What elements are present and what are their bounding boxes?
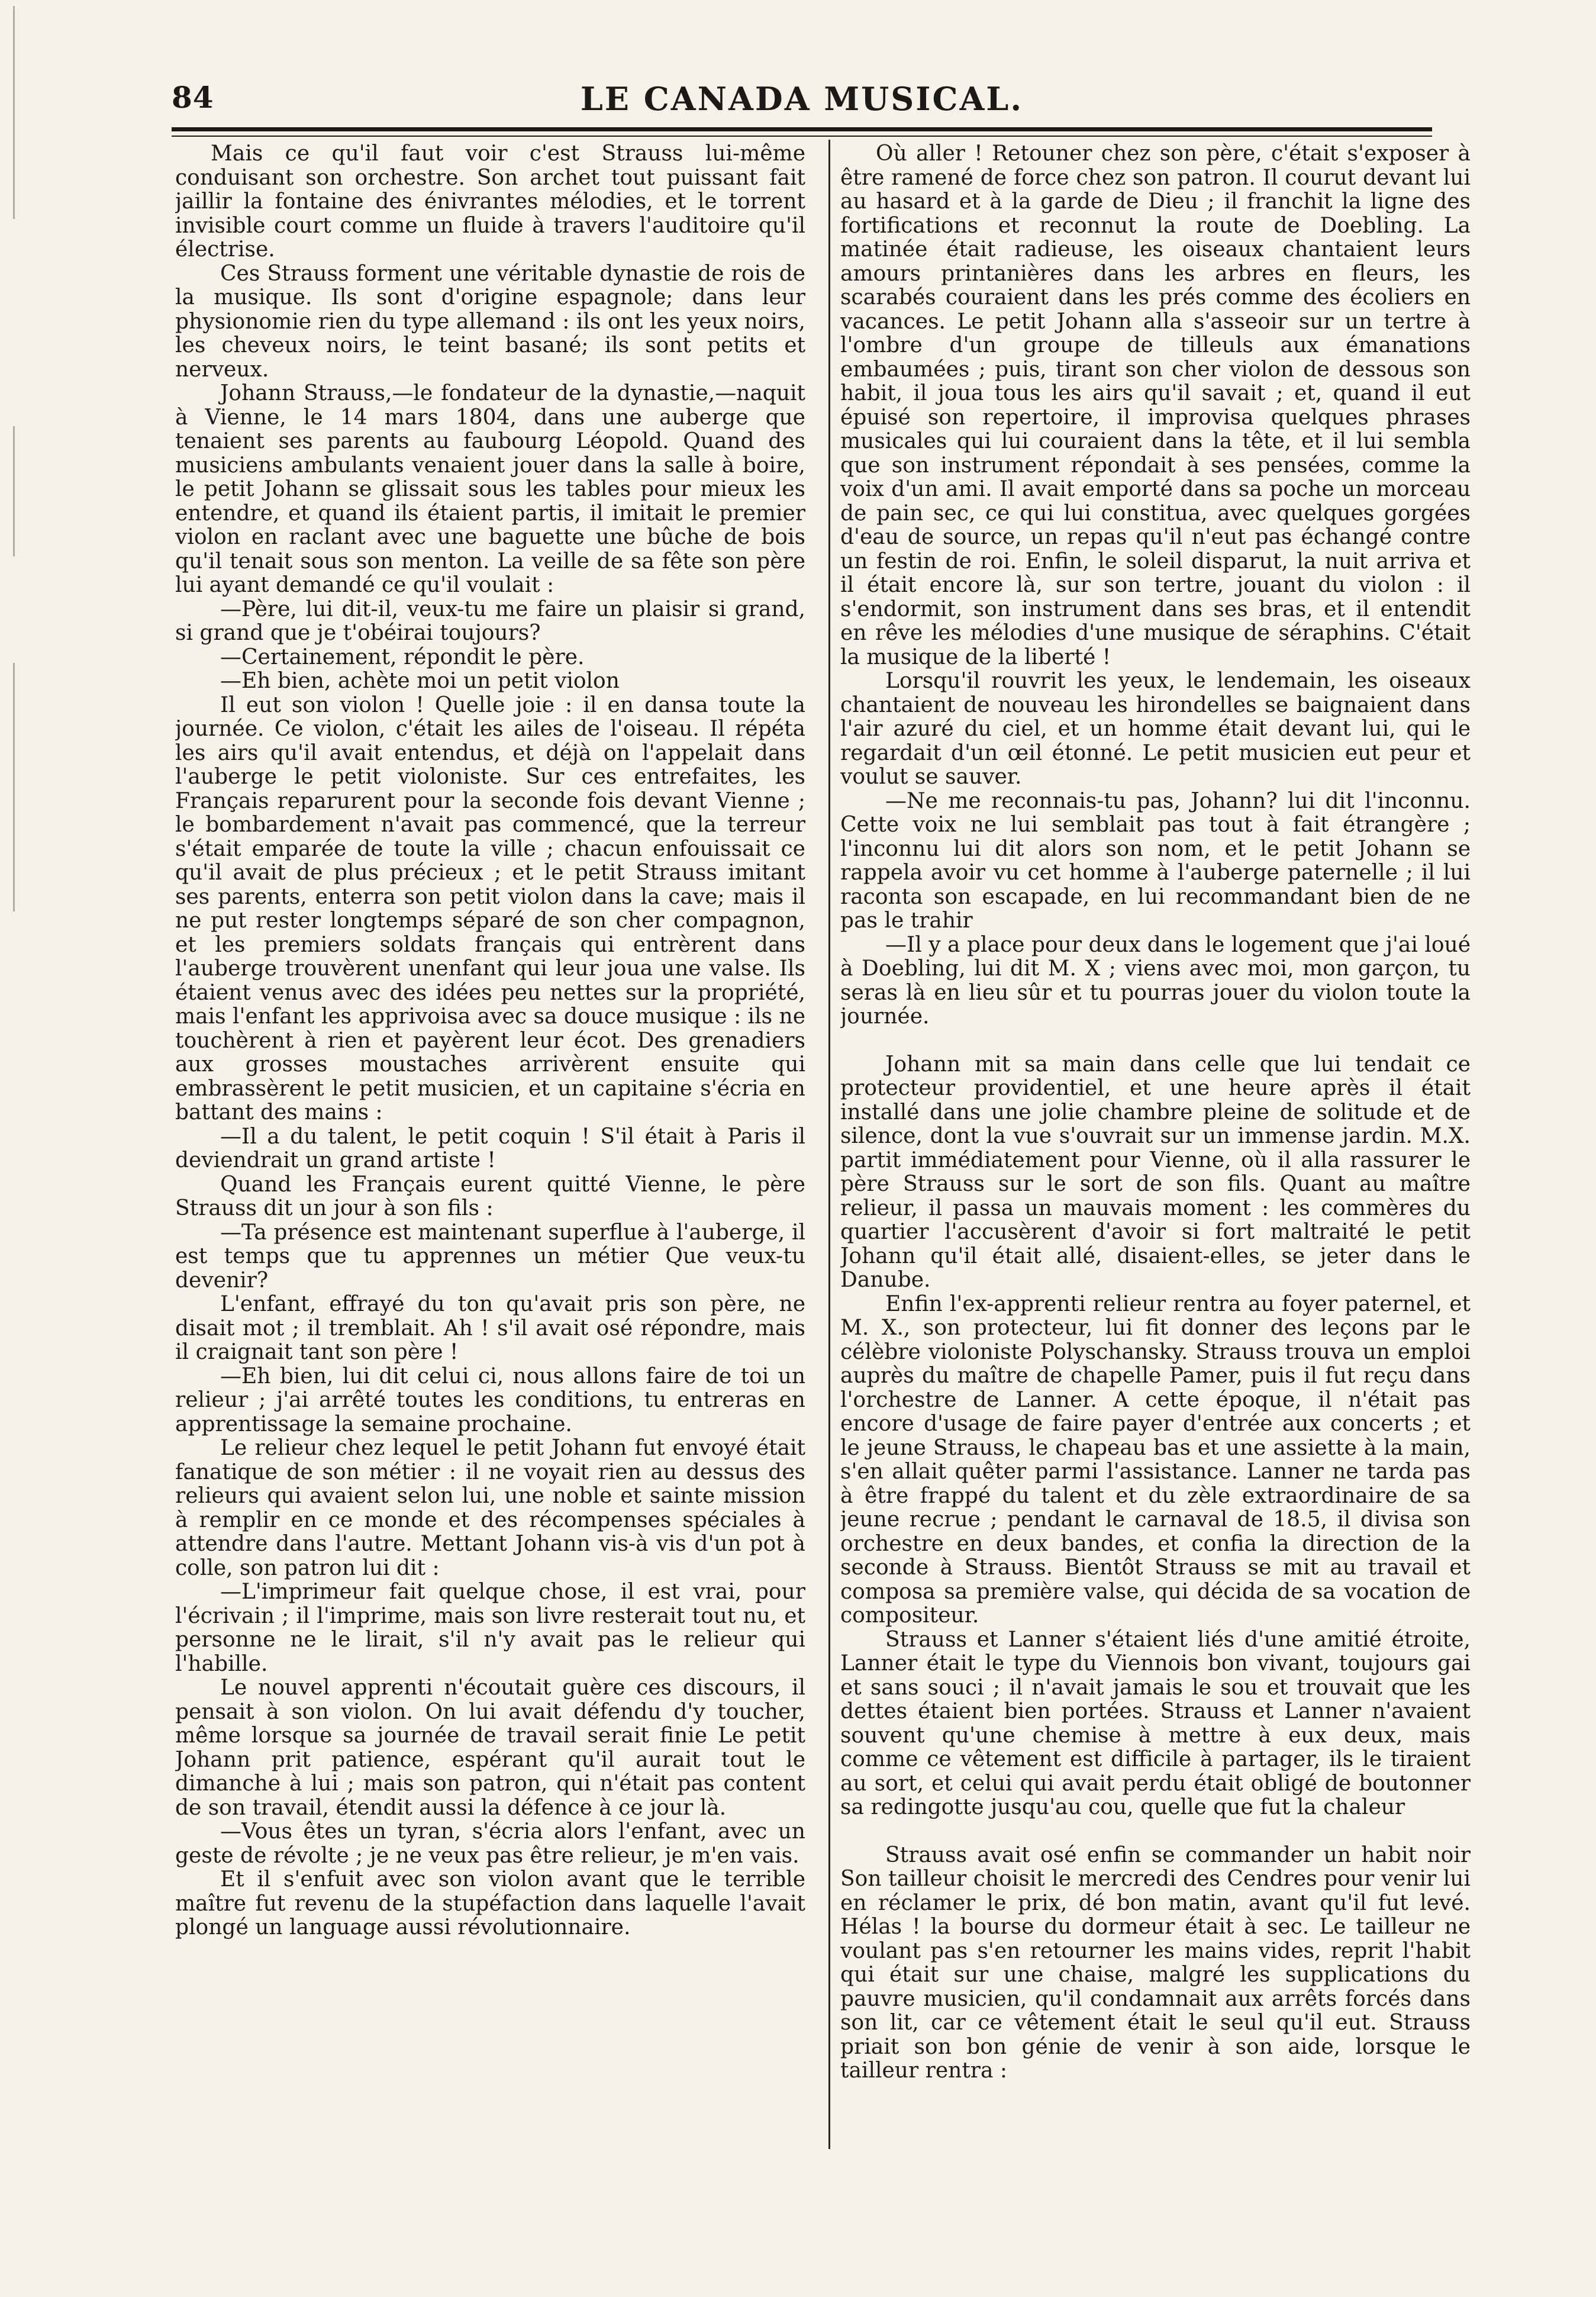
paragraph: —Eh bien, achète moi un petit violon (220, 669, 620, 693)
paragraph: Strauss avait osé enfin se commander un habit noir Son tailleur choisit le mercredi des Cendres pour venir lui en réclamer le prix, dé bon matin, avant qu'il fut levé. Hélas ! la bourse du dormeur était à sec. Le tailleur ne voulant pas s'en retourner les mains vides, reprit l'habit qui était sur une chaise, malgré les supplications du pauvre musicien, qu'il condamnait aux arrêts forcés dans son lit, car ce vêtement était le seul qu'il eut. Strauss priait son bon génie de venir à son aide, lorsque le tailleur rentra : (840, 1842, 1471, 2083)
paragraph: Le nouvel apprenti n'écoutait guère ces discours, il pensait à son violon. On lui avait défendu d'y toucher, même lorsque sa journée de travail serait finie Le petit Johann prit patience, espérant qu'il aurait tout le dimanche à lui ; mais son patron, qui n'était pas content de son travail, étendit aussi la défence à ce jour là. (175, 1676, 805, 1820)
paragraph: —Ne me reconnais-tu pas, Johann? lui dit l'inconnu. Cette voix ne lui semblait pas tout à fait étrangère ; l'inconnu lui dit alors son nom, et le petit Johann se rappela avoir vu cet homme à l'auberge paternelle ; il lui raconta son escapade, en lui recommandant bien de ne pas le trahir (840, 788, 1471, 933)
paragraph: —L'imprimeur fait quelque chose, il est vrai, pour l'écrivain ; il l'imprime, mais son livre resterait tout nu, et personne ne le lirait, s'il n'y avait pas le relieur qui l'habille. (175, 1580, 805, 1676)
paragraph: L'enfant, effrayé du ton qu'avait pris son père, ne disait mot ; il tremblait. Ah ! s'il avait osé répondre, mais il craignait tant son père ! (175, 1292, 805, 1364)
paragraph: Où aller ! Retouner chez son père, c'était s'exposer à être ramené de force chez son patron. Il courut devant lui au hasard et à la garde de Dieu ; il franchit la ligne des fortifications et reconnut la route de Doebling. La matinée était radieuse, les oiseaux chantaient leurs amours printanières dans les arbres en fleurs, les scarabés couraient dans les prés comme des écoliers en vacances. Le petit Johann alla s'asseoir sur un tertre à l'ombre d'un groupe de tilleuls aux émanations embaumées ; puis, tirant son cher violon de dessous son habit, il joua tous les airs qu'il savait ; et, quand il eut épuisé son repertoire, il improvisa quelques phrases musicales qui lui couraient dans la tête, et il lui sembla que son instrument répondait à ses pensées, comme la voix d'un ami. Il avait emporté dans sa poche un morceau de pain sec, ce qui lui constitua, avec quelques gorgées d'eau de source, un repas qu'il n'eut pas échangé contre un festin de roi. Enfin, le soleil disparut, la nuit arriva et il était encore là, sur son tertre, jouant du violon : il s'endormit, son instrument dans ses bras, et il entendit en rêve les mélodies d'une musique de séraphins. C'était la musique de la liberté ! (840, 142, 1471, 669)
left-edge-mark (13, 6, 15, 219)
paragraph: —Il y a place pour deux dans le logement que j'ai loué à Doebling, lui dit M. X ; viens avec moi, mon garçon, tu seras là en lieu sûr et tu pourras jouer du violon toute la journée. (840, 932, 1471, 1029)
header-rule-thin (172, 136, 1432, 137)
journal-title: LE CANADA MUSICAL. (580, 80, 1024, 118)
paragraph: Johann Strauss,—le fondateur de la dynastie,—naquit à Vienne, le 14 mars 1804, dans une auberge que tenaient ses parents au faubourg Léopold. Quand des musiciens ambulants venaient jouer dans la salle à boire, le petit Johann se glissait sous les tables pour mieux les entendre, et quand ils étaient partis, il imitait le premier violon en raclant avec une baguette une bûche de bois qu'il tenait sous son menton. La veille de sa fête son père lui ayant demandé ce qu'il voulait : (175, 381, 805, 597)
paragraph: —Eh bien, lui dit celui ci, nous allons faire de toi un relieur ; j'ai arrêté toutes les conditions, tu entreras en apprentissage la semaine prochaine. (175, 1364, 805, 1436)
paragraph: —Père, lui dit-il, veux-tu me faire un plaisir si grand, si grand que je t'obéirai toujours? (175, 597, 805, 645)
paragraph: Ces Strauss forment une véritable dynastie de rois de la musique. Ils sont d'origine espagnole; dans leur physionomie rien du type allemand : ils ont les yeux noirs, les cheveux noirs, le teint basané; ils sont petits et nerveux. (175, 261, 805, 382)
paragraph: Il eut son violon ! Quelle joie : il en dansa toute la journée. Ce violon, c'était les ailes de l'oiseau. Il répéta les airs qu'il avait entendus, et déjà on l'appelait dans l'auberge le petit violoniste. Sur ces entrefaites, les Français reparurent pour la seconde fois devant Vienne ; le bombardement n'avait pas commencé, que la terreur s'était emparée de toute la ville ; chacun enfouissait ce qu'il avait de plus précieux ; et le petit Strauss imitant ses parents, enterra son petit violon dans la cave; mais il ne put rester longtemps séparé de son cher compagnon, et les premiers soldats français qui entrèrent dans l'auberge trouvèrent unenfant qui leur joua une valse. Ils étaient venus avec des idées peu nettes sur la propriété, mais l'enfant les apprivoisa avec sa douce musique : ils ne touchèrent à rien et payèrent leur écot. Des grenadiers aux grosses moustaches arrivèrent ensuite qui embrassèrent le petit musicien, et un capitaine s'écria en battant des mains : (175, 692, 805, 1125)
left-edge-mark (13, 426, 15, 556)
paragraph: Et il s'enfuit avec son violon avant que le terrible maître fut revenu de la stupéfaction dans laquelle l'avait plongé un language aussi révolutionnaire. (175, 1867, 805, 1940)
paragraph: Enfin l'ex-apprenti relieur rentra au foyer paternel, et M. X., son protecteur, lui fit donner des leçons par le célèbre violoniste Polyschansky. Strauss trouva un emploi auprès du maître de chapelle Pamer, puis il fut reçu dans l'orchestre de Lanner. A cette époque, il n'était pas encore d'usage de faire payer d'entrée aux concerts ; et le jeune Strauss, le chapeau bas et une assiette à la main, s'en allait quêter parmi l'assistance. Lanner ne tarda pas à être frappé du talent et du zèle extraordinaire de sa jeune recrue ; pendant le carnaval de 18.5, il divisa son orchestre en deux bandes, et confia la direction de la seconde à Strauss. Bientôt Strauss se mit au travail et composa sa première valse, qui décida de sa vocation de compositeur. (840, 1291, 1471, 1628)
left-edge-mark (13, 663, 15, 911)
paragraph: Lorsqu'il rouvrit les yeux, le lendemain, les oiseaux chantaient de nouveau les hirondelles se baignaient dans l'air azuré du ciel, et un homme était devant lui, qui le regardait d'un œil étonné. Le petit musicien eut peur et voulut se sauver. (840, 669, 1471, 789)
paragraph: Le relieur chez lequel le petit Johann fut envoyé était fanatique de son métier : il ne voyait rien au dessus des relieurs qui avaient selon lui, une noble et sainte mission à remplir en ce monde et des récompenses spéciales à attendre dans l'autre. Mettant Johann vis-à vis d'un pot à colle, son patron lui dit : (175, 1436, 805, 1580)
paragraph: Strauss et Lanner s'étaient liés d'une amitié étroite, Lanner était le type du Viennois bon vivant, toujours gai et sans souci ; il n'avait jamais le sou et trouvait que les dettes étaient bien portées. Strauss et Lanner n'avaient souvent qu'une chemise à mettre à eux deux, mais comme ce vêtement est difficile à partager, ils le tiraient au sort, et celui qui avait perdu était obligé de boutonner sa redingotte jusqu'au cou, quelle que fut la chaleur (840, 1627, 1471, 1819)
column-divider (828, 140, 830, 2149)
paragraph: Johann mit sa main dans celle que lui tendait ce protecteur providentiel, et une heure après il était installé dans une jolie chambre pleine de solitude et de silence, dont la vue s'ouvrait sur un immense jardin. M.X. partit immédiatement pour Vienne, où il alla rassurer le père Strauss sur le sort de son fils. Quant au maître relieur, il passa un mauvais moment : les commères du quartier l'accusèrent d'avoir si fort maltraité le petit Johann qu'il était allé, disaient-elles, se jeter dans le Danube. (840, 1052, 1471, 1292)
left-column (175, 142, 805, 2148)
header-rule (172, 127, 1432, 131)
paragraph: —Il a du talent, le petit coquin ! S'il était à Paris il deviendrait un grand artiste ! (175, 1124, 805, 1172)
right-column (840, 142, 1471, 2148)
paragraph: —Vous êtes un tyran, s'écria alors l'enfant, avec un geste de révolte ; je ne veux pas être relieur, je m'en vais. (175, 1819, 805, 1868)
page-number: 84 (172, 80, 214, 115)
paragraph: —Ta présence est maintenant superflue à l'auberge, il est temps que tu apprennes un métier Que veux-tu devenir? (175, 1220, 805, 1293)
paragraph: Quand les Français eurent quitté Vienne, le père Strauss dit un jour à son fils : (175, 1172, 805, 1220)
paragraph: Mais ce qu'il faut voir c'est Strauss lui-même conduisant son orchestre. Son archet tout puissant fait jaillir la fontaine des énivrantes mélodies, et le torrent invisible court comme un fluide à travers l'auditoire qu'il électrise. (175, 142, 805, 262)
paragraph: —Certainement, répondit le père. (220, 645, 585, 669)
page-header (172, 74, 1432, 121)
